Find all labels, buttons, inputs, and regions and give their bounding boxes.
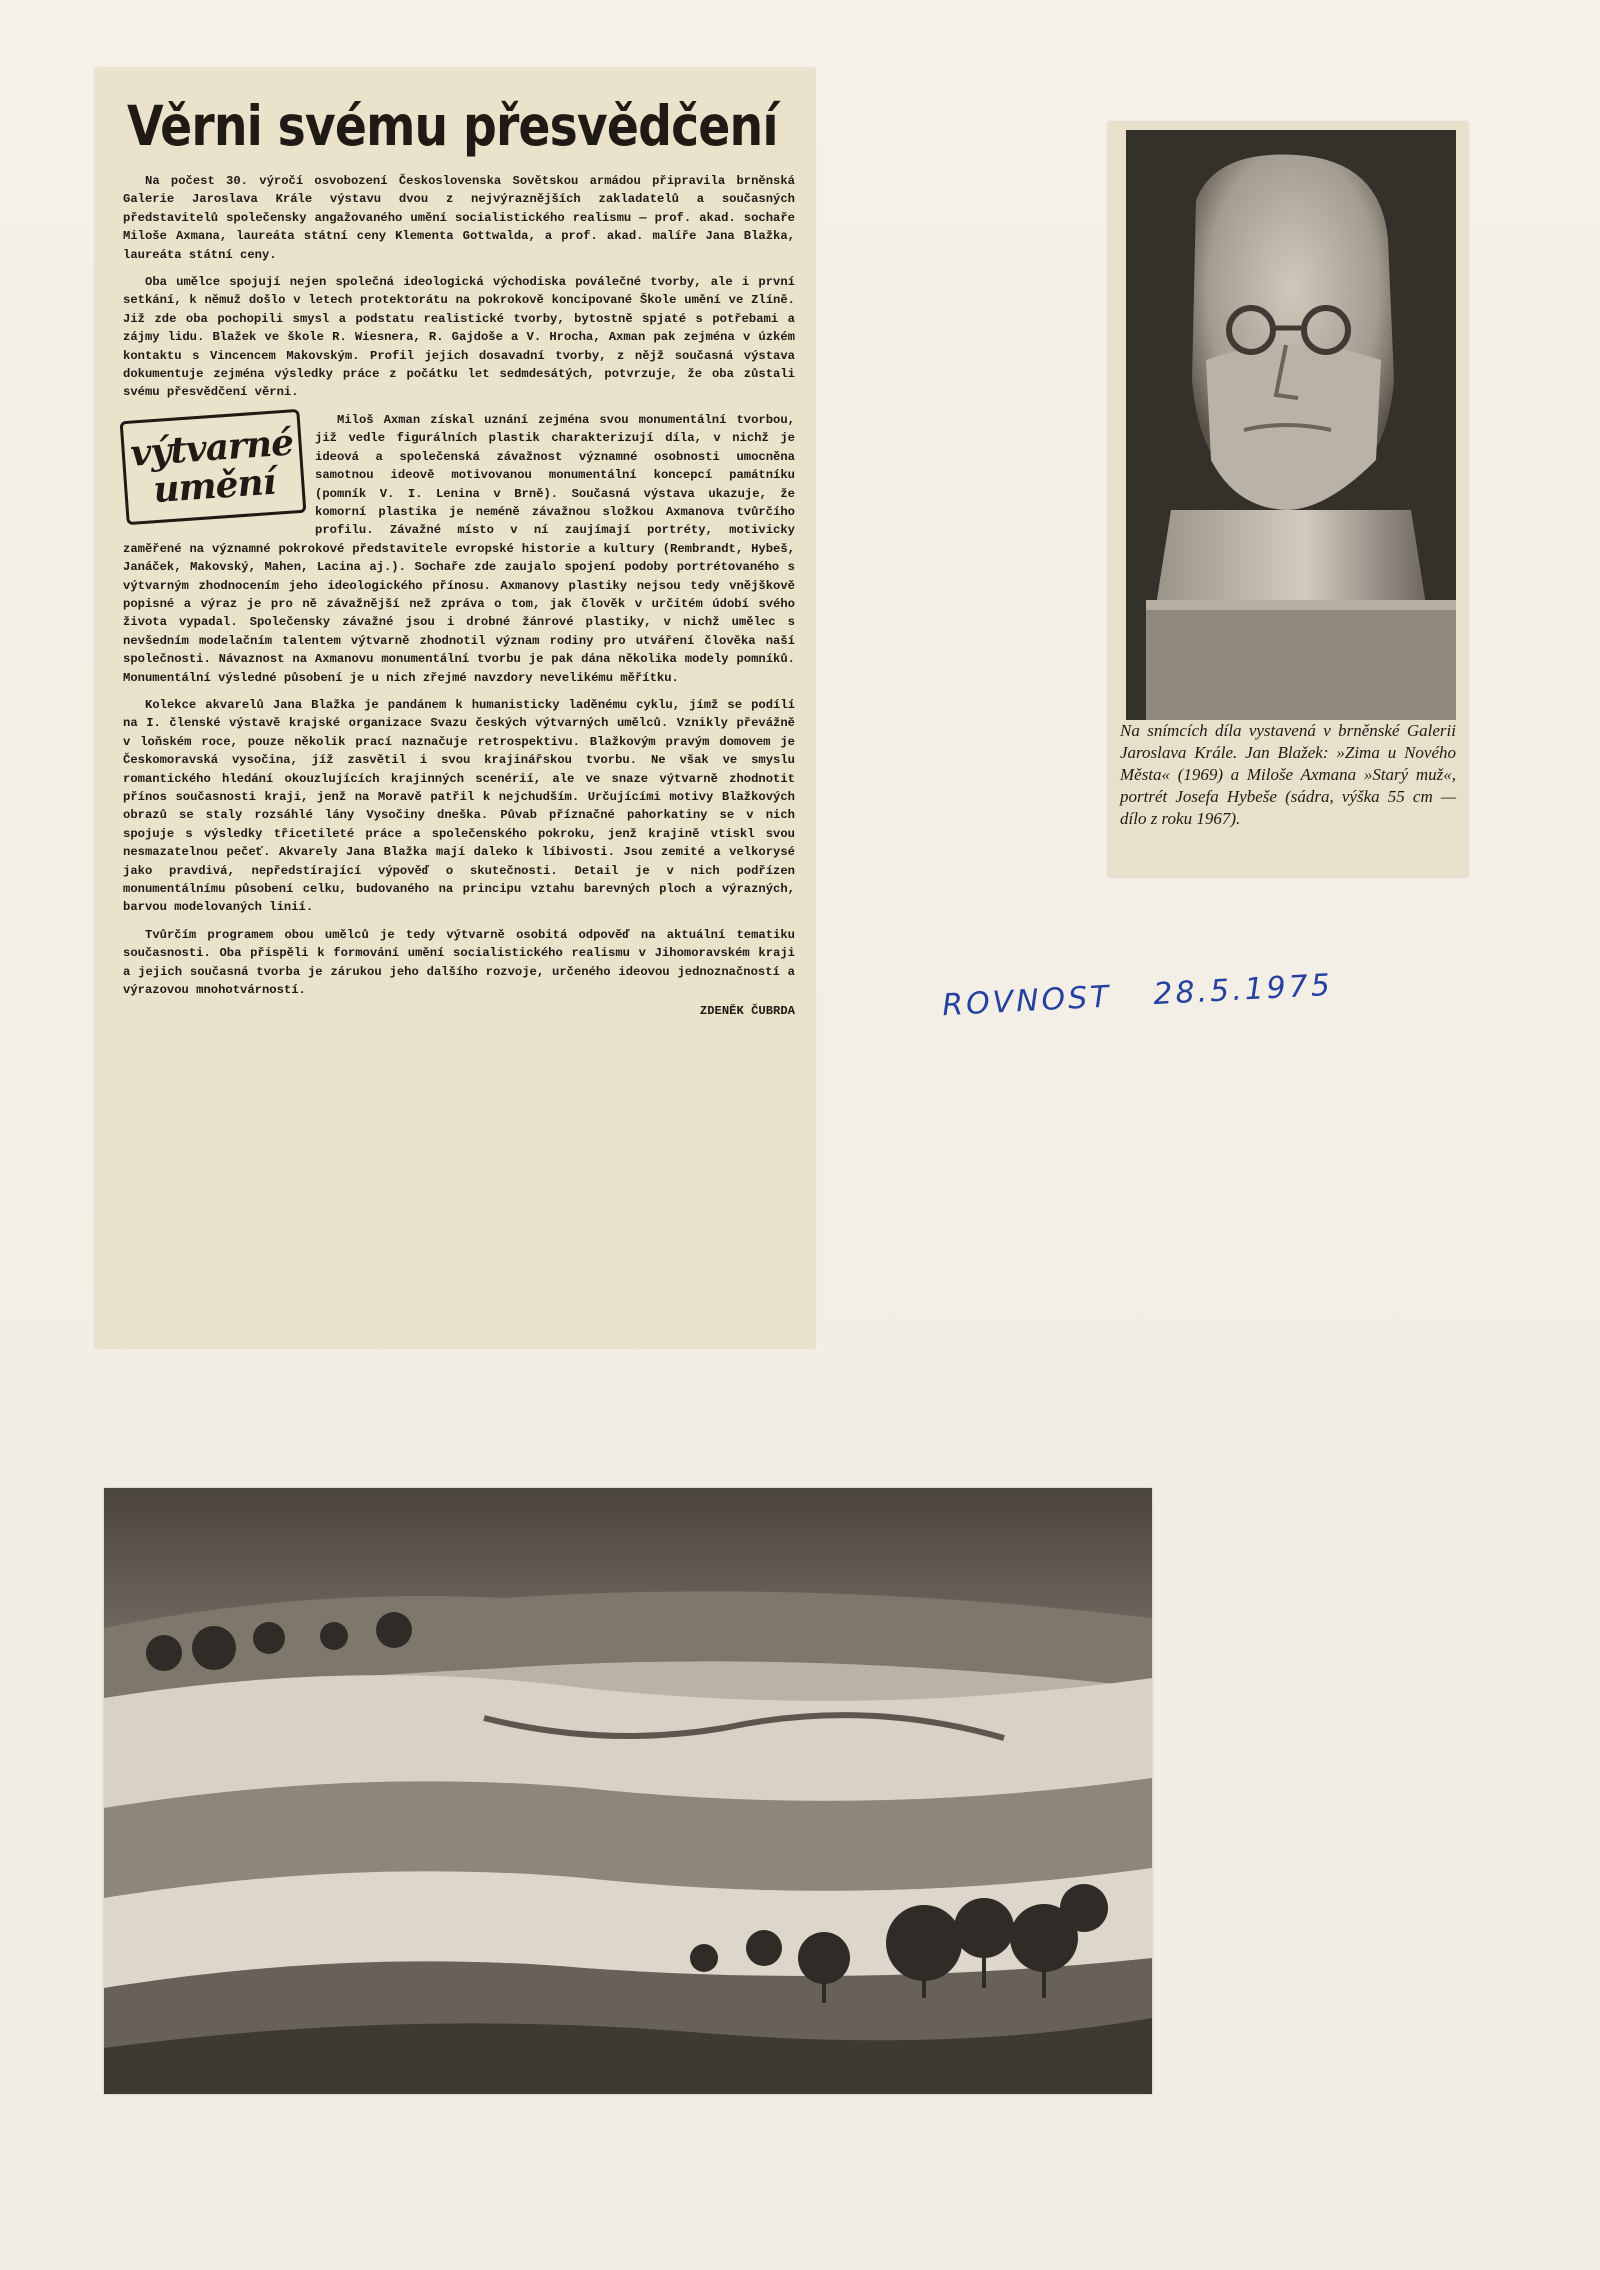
bust-sculpture-image xyxy=(1126,130,1456,720)
section-logo-line1: výtvarné xyxy=(129,421,295,475)
winter-landscape-image xyxy=(104,1488,1152,2094)
section-logo-line2: umění xyxy=(151,460,277,512)
portrait-photo-clipping xyxy=(1108,122,1468,877)
landscape-painting-clipping xyxy=(104,1488,1152,2094)
article-paragraph-2: Oba umělce spojují nejen společná ideologická východiska poválečné tvorby, ale i první setkání, k němuž došlo v letech protektorátu na pokrokově koncipované Škole umění ve Zlíně. Již zde oba pochopili smysl a podstatu realistické tvorby, bytostně spjaté s potřebami a zájmy lidu. Blažek ve škole R. Wiesnera, R. Gajdoše a V. Hrocha, Axman pak zejména v úzkém kontaktu s Vincencem Makovským. Profil jejich dosavadní tvorby, z nějž současná výstava dokumentuje zejména výsledky práce z počátku let sedmdesátých, potvrzuje, že oba zůstali svému přesvědčení věrni. xyxy=(123,275,795,400)
photo-caption: Na snímcích díla vystavená v brněnské Galerii Jaroslava Krále. Jan Blažek: »Zima u Nového Města« (1969) a Miloše Axmana »Starý muž«, portrét Josefa Hybeše (sádra, výška 55 cm — dílo z roku 1967). xyxy=(1120,721,1456,828)
article-byline: ZDENĚK ČUBRDA xyxy=(699,1004,795,1019)
bust-sculpture-photo xyxy=(1126,130,1456,720)
article-paragraph-1: Na počest 30. výročí osvobození Československa Sovětskou armádou připravila brněnská Galerie Jaroslava Krále výstavu dvou z nejvýraznějších zakladatelů a současných představitelů společensky angažovaného umění socialistického realismu — prof. akad. sochaře Miloše Axmana, laureáta státní ceny Klementa Gottwalda, a prof. akad. malíře Jana Blažka, laureáta státní ceny. xyxy=(123,174,795,262)
article-paragraph-5: Tvůrčím programem obou umělců je tedy výtvarně osobitá odpověď na aktuální tematiku současnosti. Oba přispěli k formování umění socialistického realismu v Jihomoravském kraji a jejich současná tvorba je zárukou jeho dalšího rozvoje, určeného ideovou jednoznačností a výrazovou mnohotvárností. xyxy=(123,927,795,998)
article-paragraph-4: Kolekce akvarelů Jana Blažka je pandánem k humanisticky laděnému cyklu, jímž se podílí na I. členské výstavě krajské organizace Svazu českých výtvarných umělců. Vznikly převážně v loňském roce, pouze několik prací naznačuje retrospektivu. Blažkovým pravým domovem je Českomoravská vysočina, jíž zasvětil i svou krajinářskou tvorbu. Ne však ve smyslu romantického hledání okouzlujících krajinných scenérií, ale ve snaze výtvarně zhodnotit přínos současnosti kraji, jenž na Moravě patřil k nejchudším. Určujícími motivy Blažkových obrazů se staly rozsáhlé lány Vysočiny dneška. Půvab příznačné pahorkatiny se v nich spojuje s výsledky třicetileté práce a společenského pokroku, jenž krajině vtiskl svou nesmazatelnou pečeť. Akvarely Jana Blažka mají daleko k líbivosti. Jsou zemité a velkorysé jako pravdivá, nepředstírající výpověď o skutečnosti. Detail je v nich podřízen monumentálnímu působení celku, budovaného na principu vztahu barevných ploch a výrazných, barvou modelovaných linií. xyxy=(123,697,795,915)
handwritten-newspaper-name: ROVNOST xyxy=(941,979,1113,1024)
article-paragraph-3: Miloš Axman získal uznání zejména svou monumentální tvorbou, již vedle figurálních plastik charakterizují díla, v nichž je ideová a společenská závažnost významné osobnosti umocněna samotnou ideově motivovanou monumentální koncepcí památníku (pomník V. I. Lenina v Brně). Současná výstava ukazuje, že komorní plastika je neméně závažnou složkou Axmanova tvůrčího profilu. Závažné místo v ní zaujímají portréty, motivicky zaměřené na významné pokrokové představitele evropské historie a kultury (Rembrandt, Hybeš, Janáček, Makovský, Mahen, Lacina aj.). Sochaře zde zaujalo spojení podoby portrétovaného s výtvarným zhodnocením jeho ideologického přínosu. Axmanovy plastiky nejsou tedy vnějškově popisné a výraz je pro ně závažnější než zpráva o tom, jak člověk v určitém údobí svého života vypadal. Společensky závažné jsou i drobné žánrové plastiky, v nichž umělec s nevšedním modelačním talentem výtvarně zhodnotil význam rodiny pro utváření člověka naší společnosti. Návaznost na Axmanovu monumentální tvorbu je pak dána několika modely pomníků. Monumentální výsledné působení je u nich zřejmé navzdory nevelikému měřítku. xyxy=(123,412,795,685)
handwritten-source-note xyxy=(941,968,1333,1023)
handwritten-date: 28.5.1975 xyxy=(1152,967,1334,1013)
section-logo-vytvarne-umeni xyxy=(120,409,307,525)
newspaper-article-clipping xyxy=(95,68,815,1348)
article-headline: Věrni svému přesvědčení xyxy=(127,94,778,158)
